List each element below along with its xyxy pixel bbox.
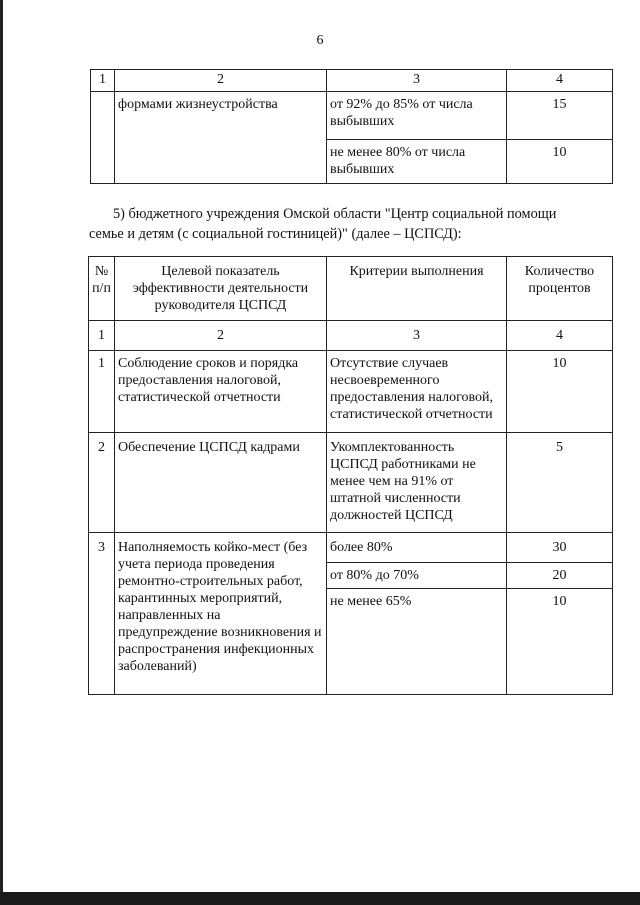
indicator-cell: формами жизнеустройства [115,92,327,184]
percent-cell: 10 [507,589,613,695]
table-row [91,92,613,140]
criteria-cell: Укомплектованность ЦСПСД работниками не менее чем на 91% от штатной численности должностей ЦСПСД [327,433,507,533]
criteria-cell: от 92% до 85% от числа выбывших [327,92,507,140]
empty-num-cell [91,92,115,184]
table-header-row [89,257,613,321]
indicators-table [88,256,613,695]
header-percent: Количество процентов [507,257,613,321]
section-paragraph [89,204,613,244]
header-indicator: Целевой показатель эффективности деятельности руководителя ЦСПСД [115,257,327,321]
table-row [89,533,613,563]
header-criteria: Критерии выполнения [327,257,507,321]
col-number-4: 4 [507,70,613,92]
indicator-cell: Соблюдение сроков и порядка предоставления налоговой, статистической отчетности [115,351,327,433]
paragraph-line-1: 5) бюджетного учреждения Омской области "Центр социальной помощи [113,206,557,222]
row-num: 3 [89,533,115,695]
table-numbering-row [91,70,613,92]
col-number-4: 4 [507,321,613,351]
indicator-cell: Обеспечение ЦСПСД кадрами [115,433,327,533]
scan-left-edge [0,0,3,905]
col-number-3: 3 [327,321,507,351]
table-row [89,433,613,533]
percent-cell: 30 [507,533,613,563]
col-number-1: 1 [91,70,115,92]
continuation-table [90,69,613,184]
table-row [89,351,613,433]
percent-cell: 20 [507,563,613,589]
col-number-3: 3 [327,70,507,92]
percent-cell: 5 [507,433,613,533]
header-num: № п/п [89,257,115,321]
criteria-cell: не менее 80% от числа выбывших [327,140,507,184]
row-num: 2 [89,433,115,533]
criteria-cell: не менее 65% [327,589,507,695]
indicator-cell: Наполняемость койко-мест (без учета периода проведения ремонтно-строительных работ, карантинных мероприятий, направленных на предупреждение возникновения и распространения инфекционных заболеваний) [115,533,327,695]
criteria-cell: более 80% [327,533,507,563]
col-number-1: 1 [89,321,115,351]
scan-bottom-edge [0,892,640,905]
col-number-2: 2 [115,70,327,92]
page-number: 6 [316,33,324,48]
paragraph-line-2: семье и детям (с социальной гостиницей)" (далее – ЦСПСД): [89,226,462,242]
table-numbering-row [89,321,613,351]
row-num: 1 [89,351,115,433]
col-number-2: 2 [115,321,327,351]
criteria-cell: Отсутствие случаев несвоевременного предоставления налоговой, статистической отчетности [327,351,507,433]
percent-cell: 10 [507,351,613,433]
percent-cell: 10 [507,140,613,184]
criteria-cell: от 80% до 70% [327,563,507,589]
percent-cell: 15 [507,92,613,140]
